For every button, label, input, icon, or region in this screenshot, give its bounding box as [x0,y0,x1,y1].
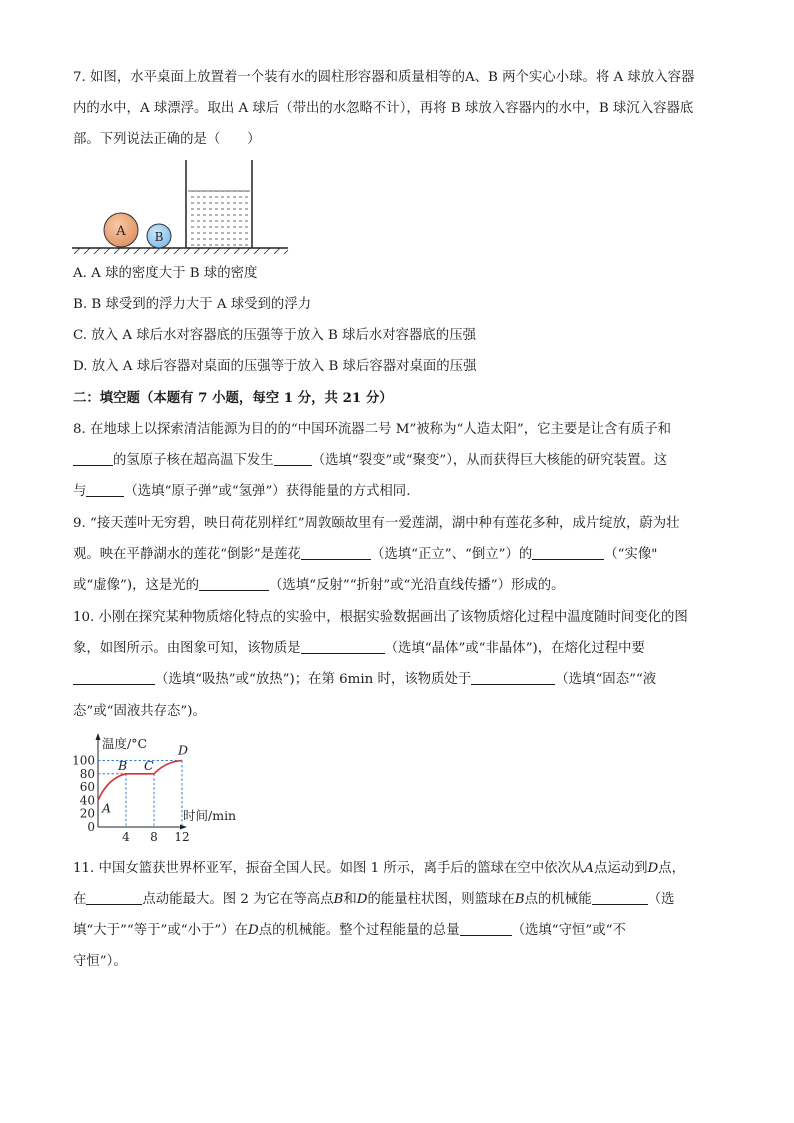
q9-line-3-text-b: （选填“反射”“折射”或“光沿直线传播”）形成的。 [269,578,565,593]
point-label: D [178,742,189,758]
q9-line-1: 9. “接天莲叶无穷碧，映日荷花别样红”周敦颐故里有一爱莲湖，湖中种有莲花多种，成片绽放，蔚为壮 [73,516,680,531]
q11-line-2-text-d: 和 [343,892,357,907]
q10-line-3 [73,671,656,689]
q11-point-d-2: D [356,892,368,907]
ball-a [104,213,138,247]
q8-line-3 [73,483,410,501]
q10-line-4: 态”或“固液共存态”)。 [73,704,206,719]
q8-line-3-text-a: 与 [73,484,87,499]
q11-line-2-text-f: 的能量柱状图，则篮球在 [367,892,515,907]
water-container [186,160,252,248]
section-2-heading: 二：填空题（本题有 7 小题，每空 1 分，共 21 分） [73,390,393,406]
q7-option-a: A. A 球的密度大于 B 球的密度 [73,266,258,281]
q10-blank-1[interactable] [301,640,385,654]
melting-chart [70,730,250,850]
q11-point-b: B [333,892,344,907]
q8-blank-1[interactable] [73,452,113,466]
temperature-curve [98,761,182,801]
q10-line-2 [73,640,645,658]
y-tick-label: 80 [79,766,95,781]
q8-line-3-text-b: （选填“原子弹”或“氢弹”）获得能量的方式相同. [124,484,411,499]
y-tick-label: 60 [79,780,95,795]
q8-blank-3[interactable] [86,483,124,497]
q11-point-a: A [584,861,594,876]
x-axis-label: 时间/min [183,808,237,823]
q11-blank-3[interactable] [460,922,512,936]
q10-line-1: 10. 小刚在探究某种物质熔化特点的实验中，根据实验数据画出了该物质熔化过程中温度随时间变化的图 [73,610,688,625]
q9-line-2-text-c: （“实像" [604,547,658,562]
q7-line-3: 部。下列说法正确的是（ ） [73,132,261,147]
point-label: C [144,757,154,773]
q11-line-4: 守恒”）。 [73,954,127,969]
point-label: B [118,757,128,773]
q7-option-d: D. 放入 A 球后容器对桌面的压强等于放入 B 球后容器对桌面的压强 [73,359,477,374]
q11-line-2 [73,891,674,909]
q8-line-2-text-c: （选填“裂变”或“聚变”），从而获得巨大核能的研究装置。这 [311,453,668,468]
y-tick-label: 20 [79,806,95,821]
q9-line-2 [73,546,657,564]
q9-blank-3[interactable] [199,577,269,591]
q10-line-3-text-c: （选填“固态”“液 [555,672,657,687]
q11-blank-2[interactable] [592,891,648,905]
y-axis-arrow [96,733,101,740]
q11-line-3-text-d: （选填“守恒”或“不 [511,923,626,938]
q9-line-3 [73,577,565,595]
point-label: A [102,800,112,816]
q9-blank-1[interactable] [301,546,371,560]
q8-line-1: 8. 在地球上以探索清洁能源为目的的“中国环流器二号 M”被称为“人造太阳”，它主要是让含有质子和 [73,422,672,437]
x-axis-arrow [180,825,187,830]
table-surface [72,248,288,254]
q11-line-1-text-c: 点运动到 [593,861,648,876]
ball-b [147,224,171,248]
q9-line-2-text-b: （选填“正立”、“倒立”）的 [370,547,533,562]
q7-line-2: 内的水中，A 球漂浮。取出 A 球后（带出的水忽略不计），再将 B 球放入容器内的水中，B 球沉入容器底 [73,101,694,116]
q10-line-3-text-b: （选填“吸热”或“放热”)；在第 6min 时，该物质处于 [155,672,472,687]
y-axis-label: 温度/°C [102,736,148,751]
q11-line-2-text-b: 点动能最大。图 2 为它在等高点 [142,892,334,907]
q9-line-3-text-a: 或“虚像”)，这是光的 [73,578,200,593]
q10-line-2-text-b: （选填“晶体”或“非晶体”)，在熔化过程中要 [384,641,645,656]
q11-point-b-2: B [514,892,525,907]
q11-line-2-text-h: 点的机械能 [524,892,592,907]
q8-line-2-text-b: 的氢原子核在超高温下发生 [113,453,274,468]
q8-line-2 [73,452,667,470]
q11-blank-1[interactable] [86,891,142,905]
q10-blank-2[interactable] [73,671,155,685]
q10-line-2-text-a: 象，如图所示。由图象可知，该物质是 [73,641,301,656]
q7-option-b: B. B 球受到的浮力大于 A 球受到的浮力 [73,297,312,312]
x-tick-label: 12 [174,830,190,844]
q7-line-1: 7. 如图，水平桌面上放置着一个装有水的圆柱形容器和质量相等的A、B 两个实心小球。将 A 球放入容器 [73,70,695,85]
q11-line-1-text-e: 点， [658,861,686,876]
q7-figure [70,158,310,258]
q11-line-2-text-i: （选 [647,892,675,907]
x-tick-label: 4 [122,830,130,844]
svg-text:A: A [116,224,126,239]
q11-line-1 [73,860,685,878]
q11-line-3 [73,922,626,940]
q8-blank-2[interactable] [274,452,312,466]
svg-text:B: B [154,230,164,244]
y-tick-label: 100 [72,753,95,768]
q9-line-2-text-a: 观。映在平静湖水的莲花“倒影”是莲花 [73,547,301,562]
y-tick-label: 0 [87,820,95,834]
q11-line-1-text-a: 11. 中国女篮获世界杯亚军，振奋全国人民。如图 1 所示，离手后的篮球在空中依次从 [73,861,585,876]
q11-line-2-text-a: 在 [73,892,87,907]
q11-point-d: D [647,861,659,876]
y-tick-label: 40 [79,793,95,808]
q11-point-d-3: D [247,923,259,938]
q7-option-c: C. 放入 A 球后水对容器底的压强等于放入 B 球后水对容器底的压强 [73,328,476,343]
q10-blank-3[interactable] [471,671,555,685]
q11-line-3-text-a: 填“大于”“等于”或“小于”）在 [73,923,248,938]
x-tick-label: 8 [150,830,158,844]
q9-blank-2[interactable] [532,546,604,560]
q11-line-3-text-c: 点的机械能。整个过程能量的总量 [258,923,460,938]
